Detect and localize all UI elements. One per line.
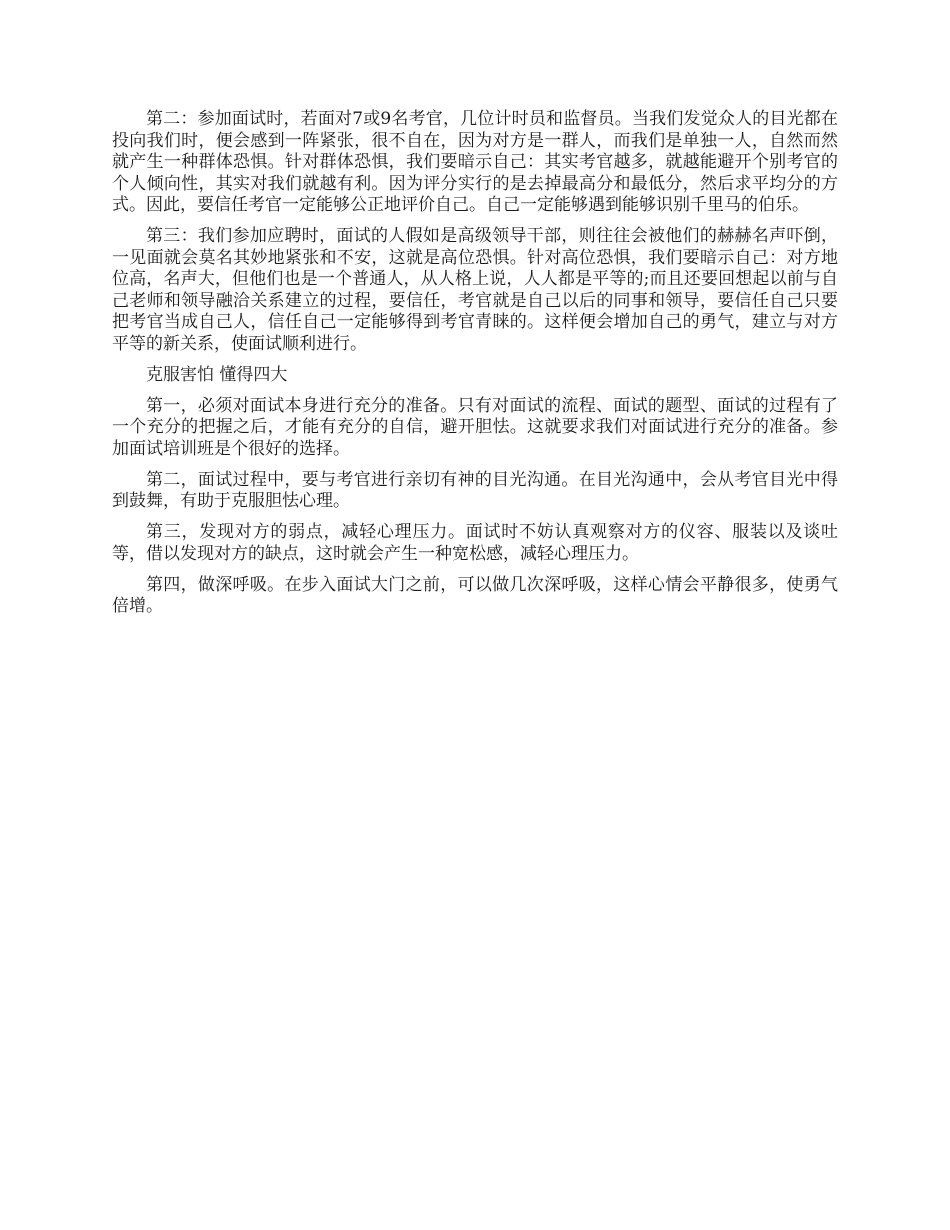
document-body bbox=[112, 109, 838, 627]
section-heading: 克服害怕 懂得四大 bbox=[146, 364, 288, 385]
tip-deep-breath: 第四，做深呼吸。在步入面试大门之前，可以做几次深呼吸，这样心情会平静很多，使勇气倍增。 bbox=[112, 574, 838, 616]
paragraph-authority-fear: 第三：我们参加应聘时，面试的人假如是高级领导干部，则往往会被他们的赫赫名声吓倒，一见面就会莫名其妙地紧张和不安，这就是高位恐惧。针对高位恐惧，我们要暗示自己：对方地位高，名声大，但他们也是一个普通人，从人格上说，人人都是平等的;而且还要回想起以前与自己老师和领导融洽关系建立的过程，要信任，考官就是自己以后的同事和领导，要信任自己只要把考官当成自己人，信任自己一定能够得到考官青睐的。这样便会增加自己的勇气，建立与对方平等的新关系，使面试顺利进行。 bbox=[112, 226, 838, 354]
paragraph-group-fear: 第二：参加面试时，若面对7或9名考官，几位计时员和监督员。当我们发觉众人的目光都在投向我们时，便会感到一阵紧张，很不自在，因为对方是一群人，而我们是单独一人，自然而然就产生一种群体恐惧。针对群体恐惧，我们要暗示自己：其实考官越多，就越能避开个别考官的个人倾向性，其实对我们就越有利。因为评分实行的是去掉最高分和最低分，然后求平均分的方式。因此，要信任考官一定能够公正地评价自己。自己一定能够遇到能够识别千里马的伯乐。 bbox=[112, 109, 838, 215]
tip-preparation: 第一，必须对面试本身进行充分的准备。只有对面试的流程、面试的题型、面试的过程有了一个充分的把握之后，才能有充分的自信，避开胆怯。这就要求我们对面试进行充分的准备。参加面试培训班是个很好的选择。 bbox=[112, 395, 838, 459]
tip-observe-weakness: 第三，发现对方的弱点，减轻心理压力。面试时不妨认真观察对方的仪容、服装以及谈吐等，借以发现对方的缺点，这时就会产生一种宽松感，减轻心理压力。 bbox=[112, 522, 838, 564]
tip-eye-contact: 第二，面试过程中，要与考官进行亲切有神的目光沟通。在目光沟通中，会从考官目光中得到鼓舞，有助于克服胆怯心理。 bbox=[112, 469, 838, 511]
